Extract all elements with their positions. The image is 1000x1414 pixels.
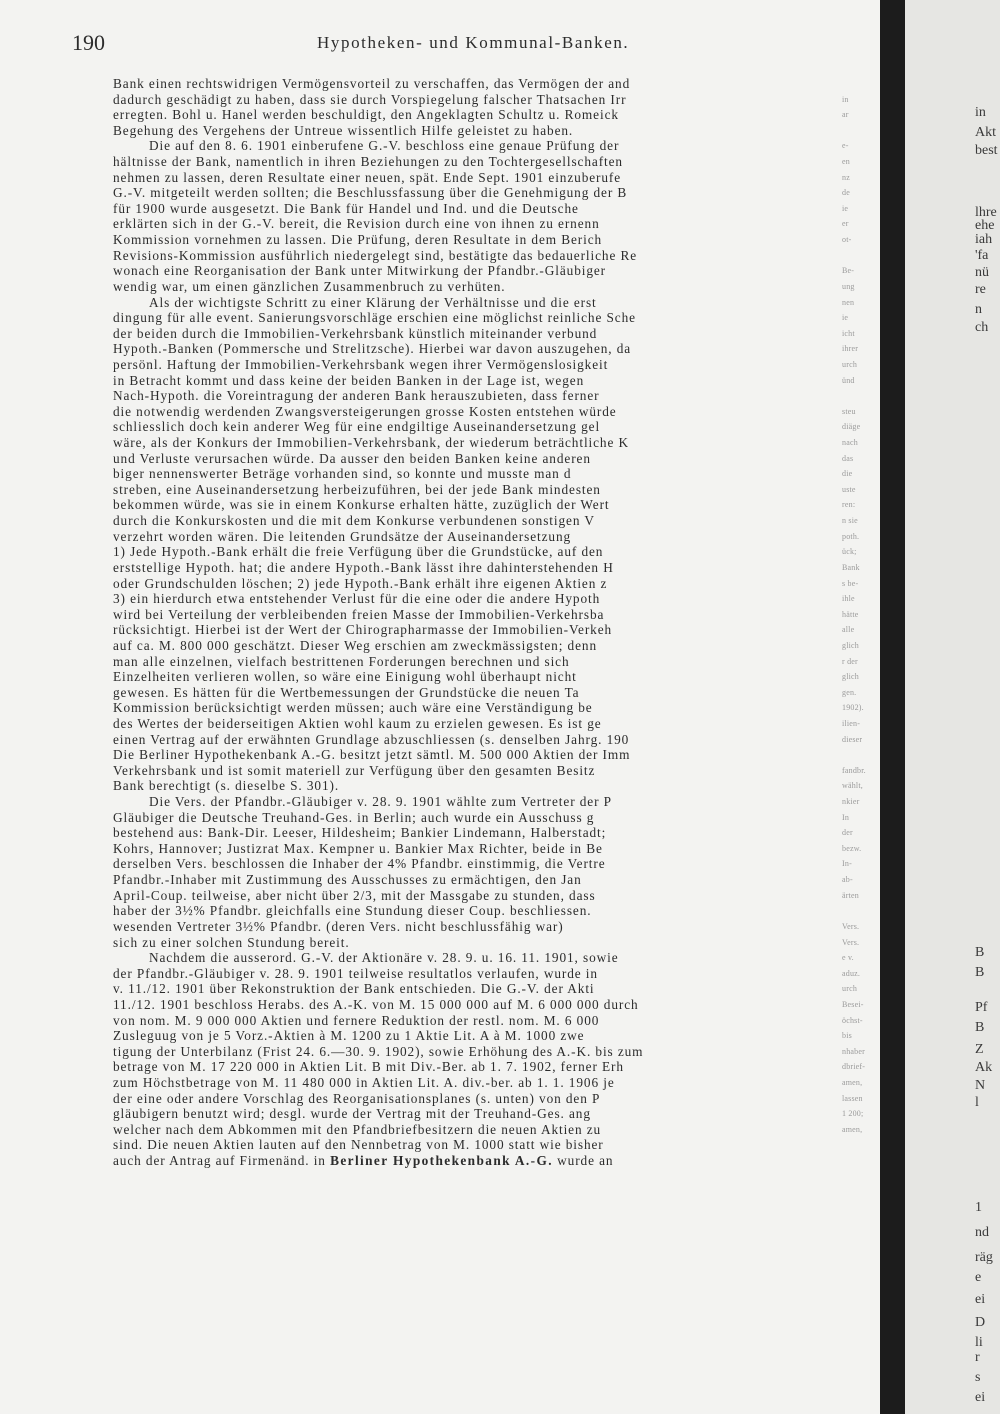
text-line	[113, 419, 849, 435]
text-line	[113, 544, 849, 560]
text-line	[113, 888, 849, 904]
text-line-content: 11./12. 1901 beschloss Herabs. des A.-K. von M. 15 000 000 auf M. 6 000 000 durch	[113, 996, 639, 1012]
text-line	[113, 107, 849, 123]
bleed-fragment: gen.	[842, 687, 857, 697]
bleed-fragment: urch	[842, 359, 858, 369]
bleed-fragment: diäge	[842, 422, 861, 432]
text-line	[113, 966, 849, 982]
bleed-fragment: steu	[842, 406, 856, 416]
bleed-fragment: der	[842, 828, 853, 838]
running-title: Hypotheken- und Kommunal-Banken.	[317, 33, 630, 52]
text-line-content: auch der Antrag auf Firmenänd. in	[113, 1153, 331, 1169]
bleed-fragment: amen,	[842, 1124, 863, 1134]
bleed-fragment	[842, 388, 878, 404]
text-line	[113, 638, 849, 654]
text-line-content: Kommission vornehmen zu lassen. Die Prüfung, deren Resultate in dem Berich	[113, 232, 603, 248]
adjacent-page-fragment: 'fa	[975, 248, 989, 263]
bleed-fragment: lassen	[842, 1093, 863, 1103]
bleed-fragment: aduz.	[842, 968, 861, 978]
adjacent-page-fragment: best	[975, 143, 998, 158]
text-line-content: Die auf den 8. 6. 1901 einberufene G.-V. beschloss eine genaue Prüfung der	[149, 138, 620, 154]
bleed-fragment: ab-	[842, 875, 853, 885]
text-line-content: haber der 3½% Pfandbr. gleichfalls eine Stundung dieser Coup. beschliessen.	[113, 903, 592, 919]
text-line-content: v. 11./12. 1901 über Rekonstruktion der Bank entschieden. Die G.-V. der Akti	[113, 981, 595, 997]
bleed-fragment: Vers.	[842, 921, 860, 931]
text-line-content: bestehend aus: Bank-Dir. Leeser, Hildesheim; Bankier Lindemann, Halberstadt;	[113, 825, 607, 841]
bleed-fragment: Bank	[842, 562, 860, 572]
text-line	[113, 123, 849, 139]
bleed-fragment: Besei-	[842, 999, 864, 1009]
text-line-content: von nom. M. 9 000 000 Aktien und fernere Reduktion der restl. nom. M. 6 000	[113, 1012, 600, 1028]
bleed-fragment: ück;	[842, 547, 857, 557]
bleed-fragment: en	[842, 157, 850, 167]
text-line	[113, 747, 849, 763]
bleed-fragment: In-	[842, 859, 852, 869]
text-line-content: durch die Konkurskosten und die mit dem Konkurse verbundenen sonstigen V	[113, 513, 595, 529]
text-line-content: zum Höchstbetrage von M. 11 480 000 in Aktien Lit. A. div.-ber. ab 1. 1. 1906 je	[113, 1075, 615, 1090]
bleed-fragment: 1902).	[842, 703, 864, 713]
text-line-content: Kohrs, Hannover; Justizrat Max. Kempner u. Bankier Max Richter, beide in Be	[113, 840, 603, 856]
bleed-fragment: in	[842, 94, 849, 104]
text-line	[113, 1091, 849, 1107]
bleed-fragment: s be-	[842, 578, 859, 588]
text-line	[113, 138, 849, 154]
bleed-fragment: ihrer	[842, 344, 859, 354]
text-line-content: April-Coup. teilweise, aber nicht über 2/3, mit der Massgabe zu stunden, dass	[113, 887, 596, 903]
text-line	[113, 357, 849, 373]
bleed-fragment: 1 200;	[842, 1109, 864, 1119]
text-line	[113, 513, 849, 529]
text-line	[113, 669, 849, 685]
text-line	[113, 1044, 849, 1060]
text-line-content: Bank einen rechtswidrigen Vermögensvorteil zu verschaffen, das Vermögen der and	[113, 76, 631, 91]
text-line-content: einen Vertrag auf der erwähnten Grundlage abzuschliessen (s. denselben Jahrg. 190	[113, 731, 630, 747]
body-text	[113, 76, 849, 1396]
text-line	[113, 185, 849, 201]
text-line-content: und Verluste verursachen würde. Da ausser den beiden Banken keine anderen	[113, 450, 591, 466]
adjacent-page-fragment: l	[975, 1095, 979, 1110]
text-line	[113, 607, 849, 623]
text-line	[113, 295, 849, 311]
adjacent-page-fragment: r	[975, 1350, 980, 1365]
text-line-content: hältnisse der Bank, namentlich in ihren Beziehungen zu den Tochtergesellschaften	[113, 154, 623, 170]
text-line	[113, 591, 849, 607]
text-line-content: Begehung des Vergehens der Untreue wissentlich Hilfe geleistet zu haben.	[113, 122, 574, 138]
text-line	[113, 76, 849, 92]
text-line	[113, 341, 849, 357]
text-line	[113, 903, 849, 919]
adjacent-page-fragment: ei	[975, 1390, 986, 1405]
bleed-fragment: dieser	[842, 734, 863, 744]
bleed-fragment: öchst-	[842, 1015, 863, 1025]
bleed-fragment: fandbr.	[842, 765, 866, 775]
bleed-fragment: er	[842, 219, 849, 229]
text-line	[113, 810, 849, 826]
bleed-fragment: Be-	[842, 266, 855, 276]
bleed-fragment: dbrief-	[842, 1062, 866, 1072]
text-line	[113, 373, 849, 389]
text-line	[113, 170, 849, 186]
text-line	[113, 763, 849, 779]
bleed-fragment: urch	[842, 984, 858, 994]
adjacent-page-fragment: 1	[975, 1200, 982, 1215]
bleed-fragment	[842, 248, 878, 264]
text-line	[113, 841, 849, 857]
text-line-content: schliesslich doch kein anderer Weg für eine endgiltige Auseinandersetzung gel	[113, 419, 601, 435]
bleed-fragment: ihle	[842, 594, 855, 604]
adjacent-page-fragment: nü	[975, 265, 989, 280]
text-line	[113, 654, 849, 670]
text-line-content: Gläubiger die Deutsche Treuhand-Ges. in Berlin; auch wurde ein Ausschuss g	[113, 809, 595, 825]
text-line-content: erststellige Hypoth. hat; die andere Hypoth.-Bank lässt ihre dahinterstehenden H	[113, 559, 614, 575]
text-line-content: rücksichtigt. Hierbei ist der Wert der Chirographarmasse der Immobilien-Verkeh	[113, 622, 613, 638]
bleed-fragment: nz	[842, 172, 850, 182]
text-line	[113, 92, 849, 108]
text-line-content: Einzelheiten verlieren wollen, so wäre eine Einigung wohl überhaupt nicht	[113, 669, 577, 685]
text-line	[113, 201, 849, 217]
text-line	[113, 576, 849, 592]
text-line-content: wonach eine Reorganisation der Bank unter Mitwirkung der Pfandbr.-Gläubiger	[113, 263, 607, 279]
text-line-content: wäre, als der Konkurs der Immobilien-Verkehrsbank, der wiederum beträchtliche K	[113, 435, 630, 451]
text-line-tail: wurde an	[552, 1153, 614, 1169]
text-line	[113, 388, 849, 404]
text-line	[113, 404, 849, 420]
bleed-fragment: In	[842, 812, 850, 822]
bleed-fragment: amen,	[842, 1078, 863, 1087]
bleed-fragment: ärten	[842, 890, 859, 900]
text-line	[113, 232, 849, 248]
text-line-content: Bank berechtigt (s. dieselbe S. 301).	[113, 778, 340, 794]
text-line-content: Revisions-Kommission ausführlich niedergelegt sind, bestätigte das bedauerliche Re	[113, 247, 638, 263]
adjacent-page-fragment: re	[975, 282, 986, 297]
text-line	[113, 856, 849, 872]
bleed-fragment: das	[842, 453, 854, 463]
adjacent-page-fragment: N	[975, 1078, 986, 1093]
text-line	[113, 1075, 849, 1091]
text-line	[113, 435, 849, 451]
bleed-fragment: e v.	[842, 953, 854, 963]
bleed-fragment: uste	[842, 484, 856, 494]
text-line-content: erklärten sich in der G.-V. bereit, die Revision durch eine von ihnen zu ernenn	[113, 216, 600, 232]
text-line-content: Nachdem die ausserord. G.-V. der Aktionäre v. 28. 9. u. 16. 11. 1901, sowie	[149, 950, 619, 966]
bleed-fragment: Vers.	[842, 937, 860, 947]
text-line	[113, 622, 849, 638]
text-line-content: wendig war, um einen gänzlichen Zusammenbruch zu verhüten.	[113, 278, 506, 294]
adjacent-page-fragment: ch	[975, 320, 989, 335]
text-line	[113, 825, 849, 841]
text-line-content: Hypoth.-Banken (Pommersche und Strelitzsche). Hierbei war davon auszugehen, da	[113, 341, 632, 357]
adjacent-page-fragment: iah	[975, 232, 993, 247]
bleed-fragment: ilien-	[842, 718, 861, 728]
text-line	[113, 778, 849, 794]
adjacent-page-fragment: Akt	[975, 125, 996, 140]
bleed-fragment: n sie	[842, 516, 858, 526]
bleed-fragment: poth.	[842, 531, 860, 541]
text-line-content: Zusleguug von je 5 Vorz.-Aktien à M. 1200 zu 1 Aktie Lit. A à M. 1000 zwe	[113, 1028, 585, 1044]
text-line	[113, 154, 849, 170]
adjacent-page-fragment: Pf	[975, 1000, 988, 1015]
text-line-content: 1) Jede Hypoth.-Bank erhält die freie Verfügung über die Grundstücke, auf den	[113, 544, 604, 560]
text-line-content: persönl. Haftung der Immobilien-Verkehrsbank wegen ihrer Vermögenslosigkeit	[113, 356, 609, 372]
text-line-content: verzehrt worden wären. Die leitenden Grundsätze der Auseinandersetzung	[113, 528, 572, 544]
text-line-content: 3) ein hierdurch etwa entstehender Verlust für die eine oder die andere Hypoth	[113, 591, 601, 607]
text-line	[113, 935, 849, 951]
text-line-content: die notwendig werdenden Zwangsversteigerungen grosse Kosten entstehen würde	[113, 403, 617, 419]
text-line	[113, 497, 849, 513]
bleed-fragment: e-	[842, 141, 849, 151]
text-line	[113, 1137, 849, 1153]
text-line-content: Kommission berücksichtigt werden müssen; auch wäre eine Verständigung be	[113, 700, 593, 716]
text-line	[113, 732, 849, 748]
adjacent-page-fragment: D	[975, 1315, 986, 1330]
text-line-content: Nach-Hypoth. die Voreintragung der anderen Bank herauszubieten, dass ferner	[113, 388, 600, 404]
bleed-fragment: glich	[842, 640, 859, 650]
text-line	[113, 919, 849, 935]
text-line-content: Die Vers. der Pfandbr.-Gläubiger v. 28. 9. 1901 wählte zum Vertreter der P	[149, 794, 612, 810]
text-line	[113, 1013, 849, 1029]
bleed-fragment: ot-	[842, 235, 852, 245]
text-line-content: gewesen. Es hätten für die Wertbemessungen der Grundstücke die neuen Ta	[113, 684, 580, 700]
text-line-content: der Pfandbr.-Gläubiger v. 28. 9. 1901 teilweise resultatlos verlaufen, wurde in	[113, 965, 598, 981]
text-line-content: des Wertes der beiderseitigen Aktien wohl kaum zu erzielen gewesen. Es ist ge	[113, 715, 602, 731]
adjacent-page-fragment: ei	[975, 1292, 986, 1307]
bleed-fragment: nkier	[842, 797, 860, 807]
text-line	[113, 248, 849, 264]
text-line-content: in Betracht kommt und dass keine der beiden Banken in der Lage ist, wegen	[113, 372, 585, 388]
adjacent-page-fragment: lhre	[975, 205, 997, 220]
bleed-fragment: bezw.	[842, 843, 862, 853]
text-line-content: Die Berliner Hypothekenbank A.-G. besitzt jetzt sämtl. M. 500 000 Aktien der Imm	[113, 747, 631, 763]
text-line	[113, 326, 849, 342]
bleed-fragment	[842, 903, 878, 919]
bold-company-name: Berliner Hypothekenbank A.-G.	[330, 1153, 553, 1169]
text-line	[113, 685, 849, 701]
adjacent-page-fragment: B	[975, 965, 985, 980]
text-line-content: gläubigern benutzt wird; desgl. wurde der Vertrag mit der Treuhand-Ges. ang	[113, 1106, 591, 1122]
text-line	[113, 1153, 849, 1169]
bleed-fragment	[842, 76, 878, 92]
bleed-fragment: bis	[842, 1031, 852, 1041]
bleed-fragment: nhaber	[842, 1046, 865, 1056]
adjacent-page-fragment: n	[975, 302, 982, 317]
text-line-content: oder Grundschulden löschen; 2) jede Hypoth.-Bank erhält ihre eigenen Aktien z	[113, 575, 608, 591]
text-line	[113, 700, 849, 716]
text-line-content: wesenden Vertreter 3½% Pfandbr. (deren Vers. nicht beschlussfähig war)	[113, 918, 564, 934]
text-line	[113, 310, 849, 326]
text-line-content: der beiden durch die Immobilien-Verkehrsbank künstlich miteinander verbund	[113, 325, 598, 341]
text-line	[113, 466, 849, 482]
adjacent-page-fragment: B	[975, 945, 985, 960]
text-line	[113, 997, 849, 1013]
text-line	[113, 872, 849, 888]
adjacent-page-fragment: li	[975, 1335, 983, 1350]
text-line-content: der eine oder andere Vorschlag des Reorganisationsplanes (s. unten) von den P	[113, 1090, 601, 1106]
bleed-fragment: ar	[842, 110, 849, 120]
text-line-content: man alle einzelnen, vielfach bestrittenen Forderungen berechnen und sich	[113, 653, 570, 669]
adjacent-page-fragment: e	[975, 1270, 982, 1285]
text-line-content: für 1900 wurde ausgesetzt. Die Bank für Handel und Ind. und die Deutsche	[113, 200, 579, 216]
bleed-through-column	[842, 76, 878, 1396]
bleed-fragment: ung	[842, 281, 855, 291]
bleed-fragment: icht	[842, 328, 855, 338]
text-line-content: betrage von M. 17 220 000 in Aktien Lit. B mit Div.-Ber. ab 1. 7. 1902, ferner Erh	[113, 1059, 624, 1075]
text-line	[113, 263, 849, 279]
text-line	[113, 1106, 849, 1122]
text-line	[113, 529, 849, 545]
bleed-fragment: die	[842, 469, 853, 479]
text-line	[113, 451, 849, 467]
text-line	[113, 482, 849, 498]
page-header	[72, 30, 872, 60]
text-line	[113, 1059, 849, 1075]
adjacent-page-fragment: ehe	[975, 218, 995, 233]
bleed-fragment	[842, 123, 878, 139]
bleed-fragment: ie	[842, 203, 849, 213]
adjacent-page-fragment: in	[975, 105, 986, 120]
text-line-content: welcher nach dem Abkommen mit den Pfandbriefbesitzern die neuen Aktien zu	[113, 1121, 602, 1137]
text-line-content: biger nennenswerter Beträge vorhanden sind, so konnte und musste man d	[113, 466, 572, 482]
text-line	[113, 950, 849, 966]
bleed-fragment: nach	[842, 438, 858, 448]
bleed-fragment	[842, 747, 878, 763]
adjacent-page-edge	[905, 0, 1000, 1414]
text-line	[113, 216, 849, 232]
page-number: 190	[72, 30, 105, 55]
text-line	[113, 716, 849, 732]
bleed-fragment: glich	[842, 672, 859, 682]
adjacent-page-fragment: nd	[975, 1225, 989, 1240]
text-line-content: dingung für alle event. Sanierungsvorschläge erschien eine möglichst reinliche Sche	[113, 310, 636, 326]
bleed-fragment: ren:	[842, 500, 856, 510]
bleed-fragment: ünd	[842, 375, 855, 385]
text-line	[113, 560, 849, 576]
adjacent-page-fragment: Z	[975, 1042, 984, 1057]
text-line-content: G.-V. mitgeteilt werden sollten; die Beschlussfassung über die Genehmigung der B	[113, 185, 628, 201]
adjacent-page-fragment: B	[975, 1020, 985, 1035]
bleed-fragment: alle	[842, 625, 855, 635]
bleed-fragment: nen	[842, 297, 855, 307]
text-line-content: nehmen zu lassen, deren Resultate einer neuen, spät. Ende Sept. 1901 einzuberufe	[113, 169, 622, 185]
text-line-content: sind. Die neuen Aktien lauten auf den Nennbetrag von M. 1000 statt wie bisher	[113, 1137, 604, 1153]
bleed-fragment: wählt,	[842, 781, 863, 791]
text-line-content: Als der wichtigste Schritt zu einer Klärung der Verhältnisse und die erst	[149, 294, 597, 310]
adjacent-page-fragment: räg	[975, 1250, 993, 1265]
text-line-content: auf ca. M. 800 000 geschätzt. Dieser Weg erschien am zweckmässigsten; denn	[113, 637, 597, 653]
text-line-content: Pfandbr.-Inhaber mit Zustimmung des Ausschusses zu ermächtigen, den Jan	[113, 872, 582, 888]
adjacent-page-fragment: Ak	[975, 1060, 993, 1075]
page-gutter-shadow	[880, 0, 905, 1414]
bleed-fragment: r der	[842, 656, 858, 666]
adjacent-page-fragment: s	[975, 1370, 981, 1385]
bleed-fragment: de	[842, 188, 850, 198]
text-line	[113, 1122, 849, 1138]
text-line-content: tigung der Unterbilanz (Frist 24. 6.—30. 9. 1902), sowie Erhöhung des A.-K. bis zum	[113, 1043, 644, 1059]
text-line-content: dadurch geschädigt zu haben, dass sie durch Vorspiegelung falscher Thatsachen Irr	[113, 91, 627, 107]
text-line-content: erregten. Bohl u. Hanel werden beschuldigt, den Angeklagten Schultz u. Romeick	[113, 107, 619, 123]
text-line	[113, 279, 849, 295]
text-line-content: wird bei Verteilung der verbleibenden freien Masse der Immobilien-Verkehrsba	[113, 606, 605, 622]
text-line-content: bekommen würde, was sie in einem Konkurse erhalten hätte, zuzüglich der Wert	[113, 497, 610, 513]
bleed-fragment: ie	[842, 313, 849, 323]
text-line-content: streben, eine Auseinandersetzung herbeizuführen, bei der jede Bank mindesten	[113, 481, 601, 497]
bleed-fragment: hätte	[842, 609, 859, 619]
text-line-content: Verkehrsbank und ist somit materiell zur Verfügung über den gesamten Besitz	[113, 762, 596, 778]
text-line-content: derselben Vers. beschlossen die Inhaber der 4% Pfandbr. einstimmig, die Vertre	[113, 856, 606, 872]
text-line	[113, 981, 849, 997]
text-line	[113, 1028, 849, 1044]
text-line	[113, 794, 849, 810]
text-line-content: sich zu einer solchen Stundung bereit.	[113, 934, 350, 950]
